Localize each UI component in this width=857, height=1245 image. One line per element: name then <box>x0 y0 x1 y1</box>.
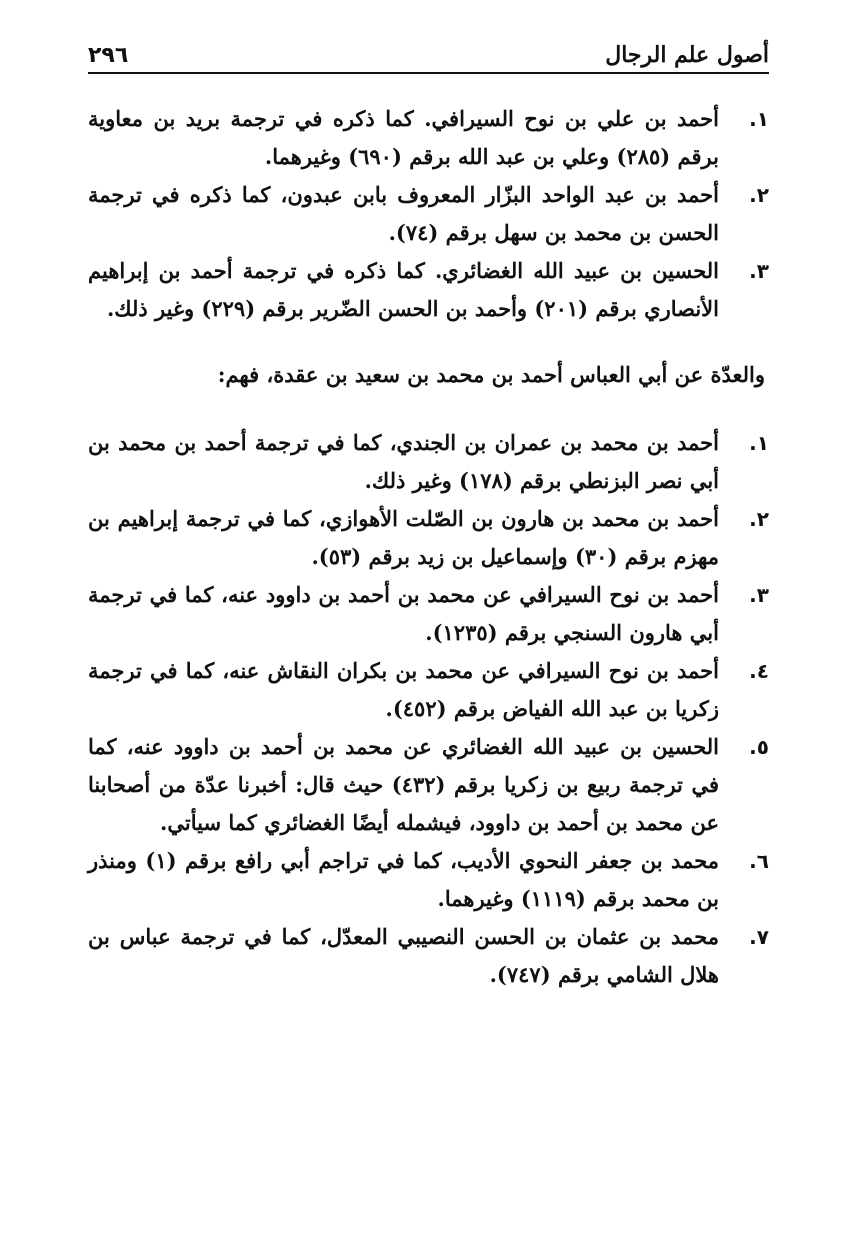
item-number: ٣. <box>749 583 769 607</box>
page-number: ٢٩٦ <box>88 43 129 68</box>
item-number: ٢. <box>749 507 769 531</box>
item-number: ٤. <box>749 659 769 683</box>
item-number: ٥. <box>749 735 769 759</box>
item-text: أحمد بن عبد الواحد البزّار المعروف بابن عبدون، كما ذكره في ترجمة الحسن بن محمد بن سهل برقم (٧٤). <box>88 182 719 245</box>
item-number: ٧. <box>749 925 769 949</box>
list-item <box>88 842 769 918</box>
intro-paragraph: والعدّة عن أبي العباس أحمد بن محمد بن سعيد بن عقدة، فهم: <box>217 362 765 387</box>
running-header <box>88 34 769 74</box>
item-text: محمد بن عثمان بن الحسن النصيبي المعدّل، كما في ترجمة عباس بن هلال الشامي برقم (٧٤٧). <box>88 924 719 987</box>
item-text: الحسين بن عبيد الله الغضائري. كما ذكره في ترجمة أحمد بن إبراهيم الأنصاري برقم (٢٠١) وأحمد بن الحسن الضّرير برقم (٢٢٩) وغير ذلك. <box>88 258 719 321</box>
item-text: الحسين بن عبيد الله الغضائري عن محمد بن أحمد بن داوود عنه، كما في ترجمة ربيع بن زكريا برقم (٤٣٢) حيث قال: أخبرنا عدّة من أصحابنا عن محمد بن أحمد بن داوود، فيشمله أيضًا الغضائري كما سيأتي. <box>88 734 719 835</box>
item-text: أحمد بن محمد بن عمران بن الجندي، كما في ترجمة أحمد بن محمد بن أبي نصر البزنطي برقم (١٧٨) وغير ذلك. <box>88 430 719 493</box>
list-item <box>88 918 769 994</box>
item-number: ١. <box>749 107 769 131</box>
list-item <box>88 100 769 176</box>
item-number: ١. <box>749 431 769 455</box>
item-number: ٦. <box>749 849 769 873</box>
list-item <box>88 576 769 652</box>
list-item <box>88 728 769 842</box>
list-section-2 <box>88 424 769 994</box>
list-item <box>88 176 769 252</box>
list-item <box>88 500 769 576</box>
list-item <box>88 424 769 500</box>
page-body <box>88 100 769 994</box>
list-section-1 <box>88 100 769 328</box>
item-text: أحمد بن محمد بن هارون بن الصّلت الأهوازي، كما في ترجمة إبراهيم بن مهزم برقم (٣٠) وإسماعيل بن زيد برقم (٥٣). <box>88 506 719 569</box>
list-item <box>88 652 769 728</box>
list-item <box>88 252 769 328</box>
item-number: ٢. <box>749 183 769 207</box>
book-title: أصول علم الرجال <box>605 42 769 68</box>
item-text: محمد بن جعفر النحوي الأديب، كما في تراجم أبي رافع برقم (١) ومنذر بن محمد برقم (١١١٩) وغيرهما. <box>88 848 720 911</box>
item-number: ٣. <box>749 259 769 283</box>
item-text: أحمد بن نوح السيرافي عن محمد بن أحمد بن داوود عنه، كما في ترجمة أبي هارون السنجي برقم (١٢٣٥). <box>88 582 719 645</box>
item-text: أحمد بن نوح السيرافي عن محمد بن بكران النقاش عنه، كما في ترجمة زكريا بن عبد الله الفياض برقم (٤٥٢). <box>88 658 719 721</box>
item-text: أحمد بن علي بن نوح السيرافي. كما ذكره في ترجمة بريد بن معاوية برقم (٢٨٥) وعلي بن عبد الله برقم (٦٩٠) وغيرهما. <box>88 106 719 169</box>
